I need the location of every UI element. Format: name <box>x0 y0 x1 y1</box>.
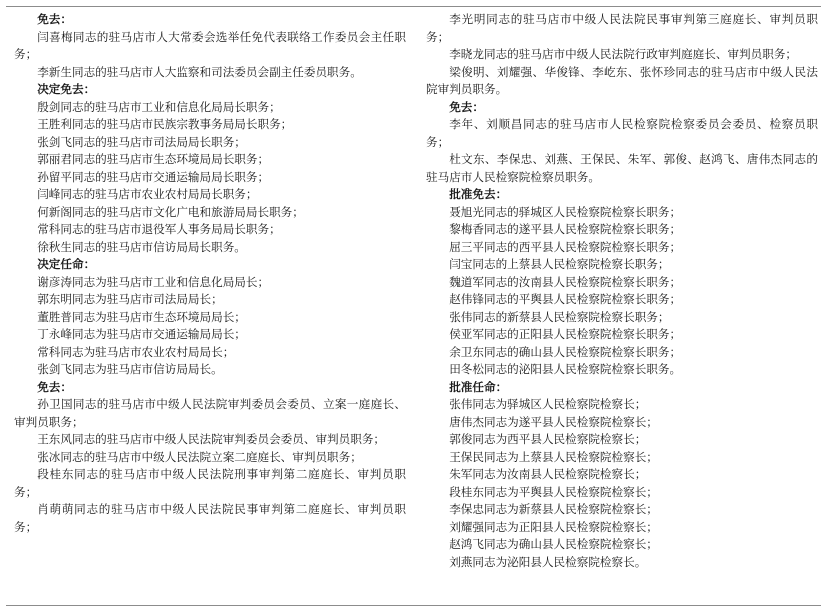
right-column <box>426 11 818 571</box>
paragraph: 何新阁同志的驻马店市文化广电和旅游局局长职务； <box>37 204 304 219</box>
section-heading: 免去： <box>37 379 72 394</box>
paragraph: 段桂东同志的驻马店市中级人民法院刑事审判第二庭庭长、审判员职务； <box>14 467 406 499</box>
paragraph: 王保民同志为上蔡县人民检察院检察长； <box>449 449 658 464</box>
paragraph: 闫峰同志的驻马店市农业农村局局长职务； <box>37 187 258 201</box>
paragraph: 张伟同志的新蔡县人民检察院检察长职务； <box>449 309 670 324</box>
paragraph: 郭东明同志为驻马店市司法局局长； <box>37 292 223 306</box>
section-heading: 批准免去： <box>449 187 508 201</box>
paragraph: 张冰同志的驻马店市中级人民法院立案二庭庭长、审判员职务； <box>37 449 362 464</box>
section-heading: 免去： <box>449 99 484 114</box>
paragraph: 张剑飞同志为驻马店市信访局局长。 <box>37 362 223 376</box>
paragraph: 段桂东同志为平舆县人民检察院检察长； <box>449 484 658 499</box>
paragraph: 常科同志的驻马店市退役军人事务局局长职务； <box>37 222 281 236</box>
paragraph: 侯亚军同志的正阳县人民检察院检察长职务； <box>449 327 682 341</box>
paragraph: 闫宝同志的上蔡县人民检察院检察长职务； <box>449 257 670 271</box>
paragraph: 聂旭光同志的驿城区人民检察院检察长职务； <box>449 204 682 219</box>
paragraph: 李年、刘顺昌同志的驻马店市人民检察院检察委员会委员、检察员职务； <box>426 117 818 149</box>
paragraph: 屈三平同志的西平县人民检察院检察长职务； <box>449 239 682 254</box>
paragraph: 赵鸿飞同志为确山县人民检察院检察长； <box>449 537 658 551</box>
paragraph: 丁永峰同志为驻马店市交通运输局局长； <box>37 327 246 341</box>
paragraph: 殷剑同志的驻马店市工业和信息化局局长职务； <box>37 99 281 114</box>
paragraph: 朱军同志为汝南县人民检察院检察长； <box>449 467 647 481</box>
paragraph: 闫喜梅同志的驻马店市人大常委会选举任免代表联络工作委员会主任职务； <box>14 29 406 61</box>
paragraph: 唐伟杰同志为遂平县人民检察院检察长； <box>449 414 658 429</box>
paragraph: 郭俊同志为西平县人民检察院检察长； <box>449 432 647 446</box>
left-column <box>14 11 406 536</box>
paragraph: 张伟同志为驿城区人民检察院检察长； <box>449 397 647 411</box>
paragraph: 李新生同志的驻马店市人大监察和司法委员会副主任委员职务。 <box>37 64 362 79</box>
paragraph: 李保忠同志为新蔡县人民检察院检察长； <box>449 502 658 516</box>
paragraph: 赵伟锋同志的平舆县人民检察院检察长职务； <box>449 292 682 306</box>
paragraph: 肖萌萌同志的驻马店市中级人民法院民事审判第二庭庭长、审判员职务； <box>14 502 406 534</box>
paragraph: 王东风同志的驻马店市中级人民法院审判委员会委员、审判员职务； <box>37 432 386 446</box>
paragraph: 徐秋生同志的驻马店市信访局局长职务。 <box>37 239 246 254</box>
section-heading: 决定任命： <box>37 257 96 271</box>
section-heading: 免去： <box>37 12 72 26</box>
paragraph: 张剑飞同志的驻马店市司法局局长职务； <box>37 134 246 149</box>
document-page <box>6 6 821 606</box>
paragraph: 孙卫国同志的驻马店市中级人民法院审判委员会委员、立案一庭庭长、审判员职务； <box>14 397 406 429</box>
paragraph: 杜文东、李保忠、刘燕、王保民、朱军、郭俊、赵鸿飞、唐伟杰同志的驻马店市人民检察院检察员职务。 <box>426 152 818 184</box>
paragraph: 王胜利同志的驻马店市民族宗教事务局局长职务； <box>37 117 293 131</box>
paragraph: 郭丽君同志的驻马店市生态环境局局长职务； <box>37 152 270 166</box>
paragraph: 刘燕同志为泌阳县人民检察院检察长。 <box>449 554 647 569</box>
paragraph: 梁俊明、刘耀强、华俊锋、李屹东、张怀珍同志的驻马店市中级人民法院审判员职务。 <box>426 64 818 96</box>
paragraph: 谢彦涛同志为驻马店市工业和信息化局局长； <box>37 274 270 289</box>
paragraph: 余卫东同志的确山县人民检察院检察长职务； <box>449 344 682 359</box>
paragraph: 董胜普同志为驻马店市生态环境局局长； <box>37 309 246 324</box>
section-heading: 决定免去： <box>37 82 96 96</box>
paragraph: 孙留平同志的驻马店市交通运输局局长职务； <box>37 169 270 184</box>
paragraph: 田冬松同志的泌阳县人民检察院检察长职务。 <box>449 362 682 376</box>
paragraph: 李光明同志的驻马店市中级人民法院民事审判第三庭庭长、审判员职务； <box>426 12 818 44</box>
paragraph: 刘耀强同志为正阳县人民检察院检察长； <box>449 519 658 534</box>
paragraph: 常科同志为驻马店市农业农村局局长； <box>37 344 235 359</box>
paragraph: 黎梅香同志的遂平县人民检察院检察长职务； <box>449 222 682 236</box>
paragraph: 李晓龙同志的驻马店市中级人民法院行政审判庭庭长、审判员职务； <box>449 47 798 61</box>
section-heading: 批准任命： <box>449 379 508 394</box>
paragraph: 魏道军同志的汝南县人民检察院检察长职务； <box>449 274 682 289</box>
